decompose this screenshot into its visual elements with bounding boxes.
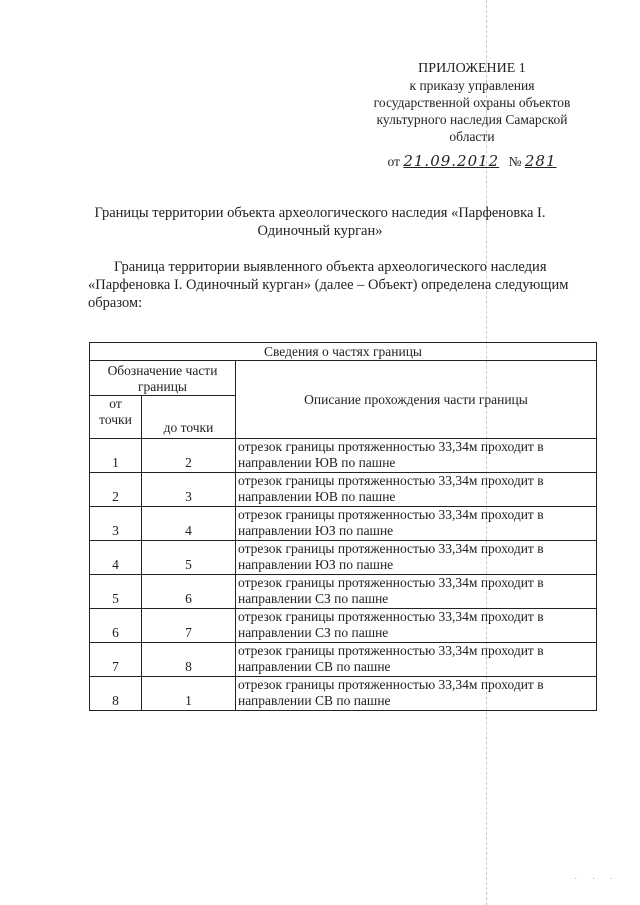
appendix-line: области: [449, 129, 495, 144]
to-point-cell: 7: [142, 609, 236, 643]
description-cell: [236, 541, 597, 575]
table-row: [90, 575, 597, 609]
to-point-cell: 2: [142, 439, 236, 473]
description-line: направлении СЗ по пашне: [238, 625, 389, 640]
appendix-heading: ПРИЛОЖЕНИЕ 1: [418, 61, 526, 76]
from-point-cell: 6: [90, 609, 142, 643]
description-cell: [236, 507, 597, 541]
description-line: направлении СВ по пашне: [238, 693, 391, 708]
to-point-cell: 6: [142, 575, 236, 609]
number-prefix: №: [508, 154, 522, 169]
description-cell: [236, 575, 597, 609]
from-point-cell: 8: [90, 677, 142, 711]
description-line: направлении ЮЗ по пашне: [238, 557, 394, 572]
description-cell: [236, 677, 597, 711]
title-line: Границы территории объекта археологического наследия «Парфеновка I.: [94, 205, 546, 221]
to-point-header: [142, 396, 236, 439]
table-caption: Сведения о частях границы: [90, 343, 597, 361]
description-line: отрезок границы протяженностью 33,34м проходит в: [238, 507, 544, 522]
designation-header-line: границы: [137, 379, 188, 394]
description-line: направлении СВ по пашне: [238, 659, 391, 674]
boundary-parts-table: [89, 342, 597, 711]
description-line: направлении СЗ по пашне: [238, 591, 389, 606]
description-cell: [236, 609, 597, 643]
description-cell: [236, 439, 597, 473]
description-line: направлении ЮВ по пашне: [238, 489, 396, 504]
description-cell: [236, 473, 597, 507]
document-title: [60, 204, 580, 240]
to-point-cell: 4: [142, 507, 236, 541]
appendix-line: культурного наследия Самарской: [376, 112, 568, 127]
description-cell: [236, 643, 597, 677]
table-row: [90, 473, 597, 507]
intro-line: образом:: [88, 295, 143, 311]
description-line: отрезок границы протяженностью 33,34м проходит в: [238, 575, 544, 590]
to-point-cell: 3: [142, 473, 236, 507]
intro-line: Граница территории выявленного объекта археологического наследия: [114, 259, 547, 275]
designation-header-line: Обозначение части: [107, 363, 218, 378]
intro-paragraph: [88, 258, 600, 312]
description-line: отрезок границы протяженностью 33,34м проходит в: [238, 473, 544, 488]
title-line: Одиночный курган»: [257, 223, 383, 239]
from-header-line: точки: [99, 412, 132, 427]
from-point-cell: 3: [90, 507, 142, 541]
designation-header: [90, 361, 236, 396]
date-prefix: от: [387, 154, 400, 169]
from-point-cell: 4: [90, 541, 142, 575]
from-point-header: [90, 396, 142, 439]
scan-noise: · · ·: [574, 874, 619, 885]
table-row: [90, 507, 597, 541]
appendix-line: к приказу управления: [409, 78, 535, 93]
description-line: отрезок границы протяженностью 33,34м проходит в: [238, 541, 544, 556]
from-point-cell: 1: [90, 439, 142, 473]
from-point-cell: 5: [90, 575, 142, 609]
intro-line: «Парфеновка I. Одиночный курган» (далее – Объект) определена следующим: [88, 277, 569, 293]
description-line: отрезок границы протяженностью 33,34м проходит в: [238, 643, 544, 658]
to-header-label: до точки: [163, 420, 214, 435]
order-number: 281: [524, 152, 557, 170]
appendix-block: [352, 60, 592, 170]
description-header: Описание прохождения части границы: [236, 361, 597, 439]
table-row: [90, 609, 597, 643]
to-point-cell: 5: [142, 541, 236, 575]
description-line: направлении ЮВ по пашне: [238, 455, 396, 470]
to-point-cell: 1: [142, 677, 236, 711]
description-line: отрезок границы протяженностью 33,34м проходит в: [238, 609, 544, 624]
order-date-number: [387, 153, 556, 170]
from-header-line: от: [109, 396, 122, 411]
table-row: [90, 643, 597, 677]
description-line: отрезок границы протяженностью 33,34м проходит в: [238, 677, 544, 692]
order-date: 21.09.2012: [403, 152, 500, 170]
table-row: [90, 541, 597, 575]
appendix-line: государственной охраны объектов: [373, 95, 571, 110]
table-row: [90, 439, 597, 473]
description-line: направлении ЮЗ по пашне: [238, 523, 394, 538]
to-point-cell: 8: [142, 643, 236, 677]
from-point-cell: 2: [90, 473, 142, 507]
description-line: отрезок границы протяженностью 33,34м проходит в: [238, 439, 544, 454]
table-row: [90, 677, 597, 711]
from-point-cell: 7: [90, 643, 142, 677]
